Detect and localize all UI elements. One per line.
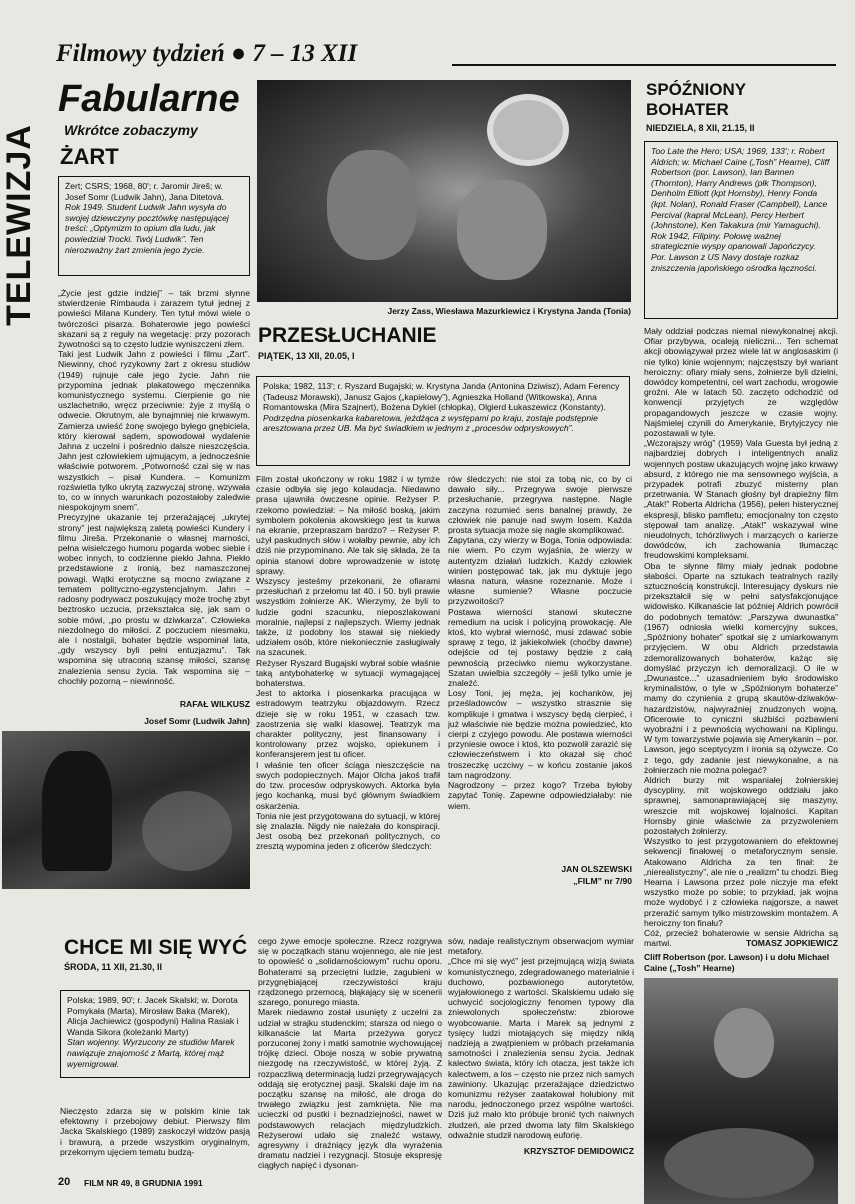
fabularne-title: Fabularne	[58, 78, 240, 120]
section-label-bar	[0, 95, 38, 355]
przesluchanie-slot: PIĄTEK, 13 XII, 20.05, I	[258, 351, 355, 361]
przesluchanie-col2: rów śledczych: nie stoi za tobą nic, co by ci dawało siły... Przegrywa swoje pierwsze przesłuchanie, przegrywa następne. Nagle zaczyna rozumieć sens banalnej prawdy, że człowiek nie panuje nad swym losem. Każda prosta sytuacja może się nagle skomplikować. Zapytana, czy wierzy w Boga, Tonia odpowiada: nie wiem. Po czym wyjaśnia, że wierzy w autentyzm działań ludzkich. Każdy człowiek winien postępować tak, jak mu dyktuje jego własna natura, własne rozeznanie. Może i własne sumienie? Własne poczucie przyzwoitości? Postawa wierności stanowi skuteczne remedium na ucisk i policyjną prowokację. Ale ktoś, kto wybrał wierność, musi zdawać sobie sprawę z tego, iż jakiekolwiek (choćby dawne) odejście od tej postawy będzie z całą pewnością przeciwko niemu wykorzystane. Szatan uwielbia szczegóły – jeśli tylko umie je znaleźć. Losy Toni, jej męża, jej kochanków, jej prześladowców – wszystko strasznie się komplikuje i gmatwa i wszyscy będą cierpieć, i już właściwie nie będzie można powiedzieć, kto cierpi z czyjego powodu. Ale postawa wierności przyniesie owoce i ktoś, kto pozwolił zarazić się człowieczeństwem i kto okazał się choć troszeczkę uczciwy – w końcu zostanie jakoś tam nagrodzony. Nagrodzony – przez kogo? Trzeba byłoby zapytać Tonię. Zapewne odpowiedziałaby: nie wiem.	[448, 474, 632, 811]
zart-info: Żert; CSRS; 1968, 80'; r. Jaromir Jireš; w. Josef Somr (Ludwik Jahn), Jana Ditetová.	[65, 181, 225, 202]
photo-left-caption: Josef Somr (Ludwik Jahn)	[144, 716, 250, 726]
przesluchanie-col1: Film został ukończony w roku 1982 i w tymże czasie odbyła się jego kolaudacja. Niedawno prasa ujawniła ówczesne opinie. Reżyser P. rzekomo powiedział: – Na miłość boską, jakim symbolem pokolenia akowskiego jest ta kurwa na ekranie, przepraszam bardzo? – Reżyser P. użył paskudnych słów i wołałby pewnie, aby ich dziś nie przypominano. Ale tak się składa, że ta opinia stanowi dobre wprowadzenie w istotę sprawy. Wszyscy jesteśmy przekonani, że ofiarami przesłuchań z przełomu lat 40. i 50. byli prawie wszystkim żołnierze AK. Wierzymy, że byli to ludzie godni szacunku, nieposzlakowani moralnie, najlepsi z najlepszych. Wiemy jednak także, iż podobny los stawał się niekiedy udziałem osób, które niekoniecznie zasługiwały na szacunek. Reżyser Ryszard Bugajski wybrał sobie właśnie taką antybohaterkę w sytuacji wymagającej bohaterstwa. Jest to aktorka i piosenkarka pracująca w estradowym teatrzyku objazdowym. Rzecz dzieje się w roku 1951, w czasach tzw. zaostrzenia się walki klasowej. Teatrzyk ma charakter polityczny, jest finansowany i kontrolowany przez wojsko, opiekunem i konferansjerem jest tu oficer. I właśnie ten oficer ściąga nieszczęście na swych podopiecznych. Major Olcha jakoś trafił do tzw. procesów odpryskowych. Aktorka była jego kochanką, musi być głównym świadkiem oskarżenia. Tonia nie jest przygotowana do sytuacji, w której się znalazła. Nigdy nie należała do konspiracji. Jest osobą bez przekonań politycznych, co zresztą wypomina jeden z oficerów śledczych:	[256, 474, 440, 852]
chce-col1: Nieczęsto zdarza się w polskim kinie tak efektowny i przebojowy debiut. Pierwszy film Jacka Skalskiego (1989) zaskoczył widzów pasją i brawurą, a przede wszystkim oryginalnym, przekornym ujęciem tematu budzą-	[60, 1106, 250, 1157]
spozniony-slot: NIEDZIELA, 8 XII, 21.15, II	[646, 123, 755, 133]
chce-info-box	[60, 990, 250, 1078]
przesluchanie-title: PRZESŁUCHANIE	[258, 324, 437, 347]
spozniony-info: Too Late the Hero; USA; 1969, 133'; r. Robert Aldrich; w. Michael Caine („Tosh” Hearne), Cliff Robertson (por. Lawson), Ian Bannen (Thornton), Harry Andrews (płk Thompson), Denholm Elliott (kpt Hornsby), Henry Fonda (kpt. Nolan), Ronald Fraser (Campbell), Lance Percival (kapral McLean), Percy Herbert (Johnstone), Ken Takakura (mir Yamaguchi).	[651, 146, 830, 231]
footer-issue: FILM NR 49, 8 GRUDNIA 1991	[84, 1178, 203, 1188]
header-rule	[452, 64, 836, 66]
przesluchanie-synopsis: Podrzędna piosenkarka kabaretowa, jeżdżąca z występami po kraju, zostaje podstępnie aresztowana przez UB. Ma być świadkiem w jednym z „procesów odpryskowych”.	[263, 412, 598, 434]
chce-col2: cego żywe emocje społeczne. Rzecz rozgrywa się w początkach stanu wojennego, ale nie jest to opowieść o „solidarnościowym” ruchu oporu. Bohaterami są przeciętni ludzie, zagubieni w przygnębiającej rzeczywistości kraju rządzonego przemocą, błąkający się w scenerii szarego, ponurego miasta. Marek niedawno został usunięty z uczelni za udział w strajku studenckim; starsza od niego o kilkanaście lat Marta przeżywa gorycz porzuconej żony i matki samotnie wychowującej trójkę dzieci. Oboje noszą w sobie prywatną niezgodę na rzeczywistość, w której żyją. Z rozpaczliwą determinacją ludzi przegrywających oddają się erotycznej pasji. Skalski daje im na początku szansę na miłość, ale droga do trwałego związku jest zamknięta. Nie ma ucieczki od pustki i beznadziejności, nawet w podstawowych relacjach międzyludzkich. Reżyserowi udało się znaleźć wstawy, agresywny i drażniący język dla wyrażenia dramatu nadziei i rezygnacji. Stosuje ekspresję ciągłych napięć i dysonan-	[258, 936, 442, 1171]
chce-author: KRZYSZTOF DEMIDOWICZ	[523, 1146, 634, 1156]
przesluchanie-author: JAN OLSZEWSKI	[561, 864, 632, 874]
chce-synopsis: Stan wojenny. Wyrzucony ze studiów Marek nawiązuje znajomość z Martą, której mąż wyemigrował.	[67, 1037, 235, 1069]
footer-page-number: 20	[58, 1176, 71, 1188]
zart-synopsis: Rok 1949. Student Ludwik Jahn wysyła do swojej dziewczyny pocztówkę następującej treści: „Optymizm to opium dla ludu, jak powiedział Trocki. Twój Ludwik”. Ten nierozważny żart zmienia jego życie.	[65, 202, 229, 255]
fabularne-subtitle: Wkrótce zobaczymy	[64, 122, 198, 138]
spozniony-body: Mały oddział podczas niemal niewykonalnej akcji. Ofiar przybywa, ocaleją nieliczni... Ten schemat akcji obowiązywał przez wiele lat w anglosaskim (i nie tylko) kinie wojennym; najczęstszy był wariant heroiczny: ofiary miały sens, żołnierze byli dzielni, dowódcy kompetentni, cel wart zachodu, wrogowie groźni. Ale w latach 50. zaczęto odchodzić od konwencji przyjętych ze względów propagandowych jeszcze w czasie wojny. Najśmielej czynili do Amerykanie, Brytyjczycy nie pozostawali w tyle. „Wczorajszy wróg” (1959) Vala Guesta był jedną z najbardziej dobrych i inteligentnych analiz wojennych postaw ukazujących wojnę jako krwawy absurd, z którego nie ma sensownego wyjścia, a przypadek potrafi zbuzyć misterny plan przetrwania. W Stanach głośny był drapieżny film „Atak!” Roberta Aldricha (1956), pełen histerycznej ekspresji, blisko pamfletu; emocjonalny ton często stępował tam analizę. „Atak!” wskazywał wine nieudolnych, tchórzliwych i marzących o karierze dowódców, ich zachowania tłumacząc freudowskimi kompleksami. Oba te słynne filmy miały jednak podobne słabości. Oparte na sztukach teatralnych razily sztucznością konstrukcji. Interesujący dyskurs nie przekształcił się w pełni satysfakcjonujące widowisko. Kilkanaście lat później Aldrich powrócił do podobnych tematów: „Parszywa dwunastka” (1967) odniosła wielki komercyjny sukces, „Spóźniony bohater” spotkał się z umiarkowanym przyjęciem. W obu Aldrich przedstawia zdemoralizowanych bohaterów, każąc się domyślać przyczyn ich demoralizacji. O ile w „Dwunastce...” uzasadnieniem było środowisko kryminalistów, o tyle w „Spóźnionym bohaterze” mamy do czynienia z grupą skautów-dziwaków-hazardzistów, najwyraźniej znudzonych wojną. Oficerowie to cyniczni służbiści pozbawieni wyobraźni i z pewnością wychowani na Kiplingu. W tym towarzystwie pojawia się Amerykanin – por. Lawson, jego sceptycyzm i ironia są ożywcze. Co z tego, gdy zadanie jest niewykonalne, a na żołnierzach nie można polegać? Aldrich burzy mit wspaniałej żołnierskiej dyscypliny, mit wojskowego oddziału jako sprawnej, samonaprawiającej się maszyny, wreszcie mit wojskowej lojalności. Kapitan Hornsby ginie właściwie za przyzwoleniem pozostałych żołnierzy. Wszystko to jest przygotowaniem do efektownej sekwencji finałowej o metaforycznym sensie. Atakowano Aldricha za ten finał: że „nierealistyczny”, ale nie o „realizm” tu chodzi. Bieg Hearna i Lawsona przez pole niczyje ma efekt wszystko może po sobie; to przykład, jak wojna może wydobyć i z człowieka najgorsze, a nawet przeraźić samym tylko mistrzowskim montażem. A heroiczny ton finału? Cóż, przecież bohaterowie w sensie Aldricha są martwi.	[644, 326, 838, 949]
spozniony-photo-caption: Cliff Robertson (por. Lawson) i u dołu Michael Caine („Tosh” Hearne)	[644, 952, 830, 973]
chce-title: CHCE MI SIĘ WYĆ	[64, 936, 248, 959]
header-weekly: Filmowy tydzień ● 7 – 13 XII	[56, 40, 358, 67]
photo-right	[644, 978, 838, 1204]
zart-title: ŻART	[60, 144, 119, 169]
photo-main-caption: Jerzy Zass, Wiesława Mazurkiewicz i Krystyna Janda (Tonia)	[387, 306, 631, 316]
zart-body: „Życie jest gdzie indziej” – tak brzmi słynne stwierdzenie Rimbauda i zarazem tytuł jednej z powieści Milana Kundery. Ten tytuł mówi wiele o twórczości pisarza. Bohaterowie jego powieści skazani są z reguły na wegetację: przy pozorach żywotności są to często ludzie wyniszczeni złem. Taki jest Ludwik Jahn z powieści i filmu „Żart”. Niewinny, choć ryzykowny żart z okresu studiów (1949) rujnuje całe jego życie. Jahn nie przypomina jednak plakatowego męczennika komunistycznego systemu. Cierpienie go nie uszlachetniło, wręcz przeciwnie: żyje z myślą o odwecie. Okrutnym, ale bynajmniej nie krwawym. Zamierza uwieść żonę swojego byłego gnębiciela, który kierował sądem, spowodował wydalenie Jahna z uczelni i pośrednio dalsze nieszczęścia. Jahn jest człowiekiem ujmującym, a jednocześnie właściwie potworem. „Potworność czai się w nas wszystkich – pisał Kundera. – Komunizm rozświetla tylko ukrytą zazwyczaj stronę, wzywała to, co w innych warunkach pozostałoby zaledwie niespokojnym snem”. Precyzyjne ukazanie tej przerażającej „ukrytej strony” jest największą zaletą powieści Kundery i filmu Jireša. Przekonanie o własnej marności, pełna wisielczego humoru pogarda wobec siebie i wobec innych, to codzienne piekło Jahna. Piekło przedstawione z ironią, bez namaszczonej powagi. Wątki erotyczne są mocno związane z tematem polityczno-egzystencjalnym. Jahn – radosny podrywacz poszukujący może trochę zbyt beztrosko uczucia, przekształca się, jak sam o sobie mówi, „po prostu w dziwkarza”. Człowieka niezdolnego do miłości. Z poczuciem niesmaku, ale i nostalgii, bohater będzie wspominał lata, „gdy wszyscy byli pełni entuzjazmu”. Tak wspomina się utraconą szansę miłości, szansę znalezienia sensu życia. Tak wspomina się – chochły pozorną – niewinność.	[58, 288, 250, 686]
spozniony-author: TOMASZ JOPKIEWICZ	[746, 938, 838, 948]
przesluchanie-source: „FILM” nr 7/90	[573, 876, 632, 886]
spozniony-synopsis: Rok 1942, Filipiny. Połowę ważnej strategicznie wyspy opanowali Japończycy. Por. Lawson z US Navy dostaje rozkaz zniszczenia japońskiego ośrodka łączności.	[651, 230, 817, 273]
spozniony-title-1: SPÓŹNIONY	[646, 80, 747, 99]
section-label: TELEWIZJA	[0, 124, 38, 326]
przesluchanie-info-box	[256, 376, 630, 466]
chce-info: Polska; 1989, 90'; r. Jacek Skalski; w. Dorota Pomykała (Marta), Mirosław Baka (Marek), Alicja Jachiewicz (gospodyni) Halina Rasiak i Wanda Sikora (koleżanki Marty)	[67, 995, 239, 1037]
chce-col3: sów, nadaje realistycznym obserwacjom wymiar metafory. „Chce mi się wyć” jest przejmującą wizją świata komunistycznego, zdegradowanego materialnie i duchowo, pozbawionego autorytetów, wyjałowionego z wartości. Skalskiemu udało się uchwycić socjologiczny fenomen typowy dla zniewolonych społeczeństw: zbiorowe wyobcowanie. Marta i Marek są jednymi z tysięcy ludzi miotających się między nikłą nadzieją a zwątpieniem w próbach przełamania samotności i znalezienia sensu życia. Jednak kalectwo świata, który ich otacza, jest także ich kalectwem, a los – często nie przez nich samych zawiniony. Ukazując przerażające dziedzictwo komunizmu reżyser zaatakował hołubiony mit narodu, jednoczonego przez wspólne wartości. Dziś już mało kto próbuje bronić tych naiwnych złudzeń, ale przed dwoma laty film Skalskiego odważnie studził narodową euforię.	[448, 936, 634, 1140]
zart-info-box	[58, 176, 250, 276]
spozniony-info-box	[644, 141, 838, 319]
photo-left	[2, 731, 250, 889]
chce-slot: ŚRODA, 11 XII, 21.30, II	[64, 962, 163, 972]
przesluchanie-info: Polska; 1982, 113'; r. Ryszard Bugajski; w. Krystyna Janda (Antonina Dziwisz), Adam Ferency (Tadeusz Morawski), Janusz Gajos („kapielowy”), Agnieszka Holland (Witkowska), Anna Romantowska (Mira Szajnert), Bożena Dykiel (chłopka), Olgierd Łukaszewicz (Konstanty).	[263, 381, 620, 413]
photo-main	[257, 80, 631, 302]
zart-author: RAFAŁ WILKUSZ	[179, 699, 250, 709]
spozniony-title-2: BOHATER	[646, 100, 729, 119]
